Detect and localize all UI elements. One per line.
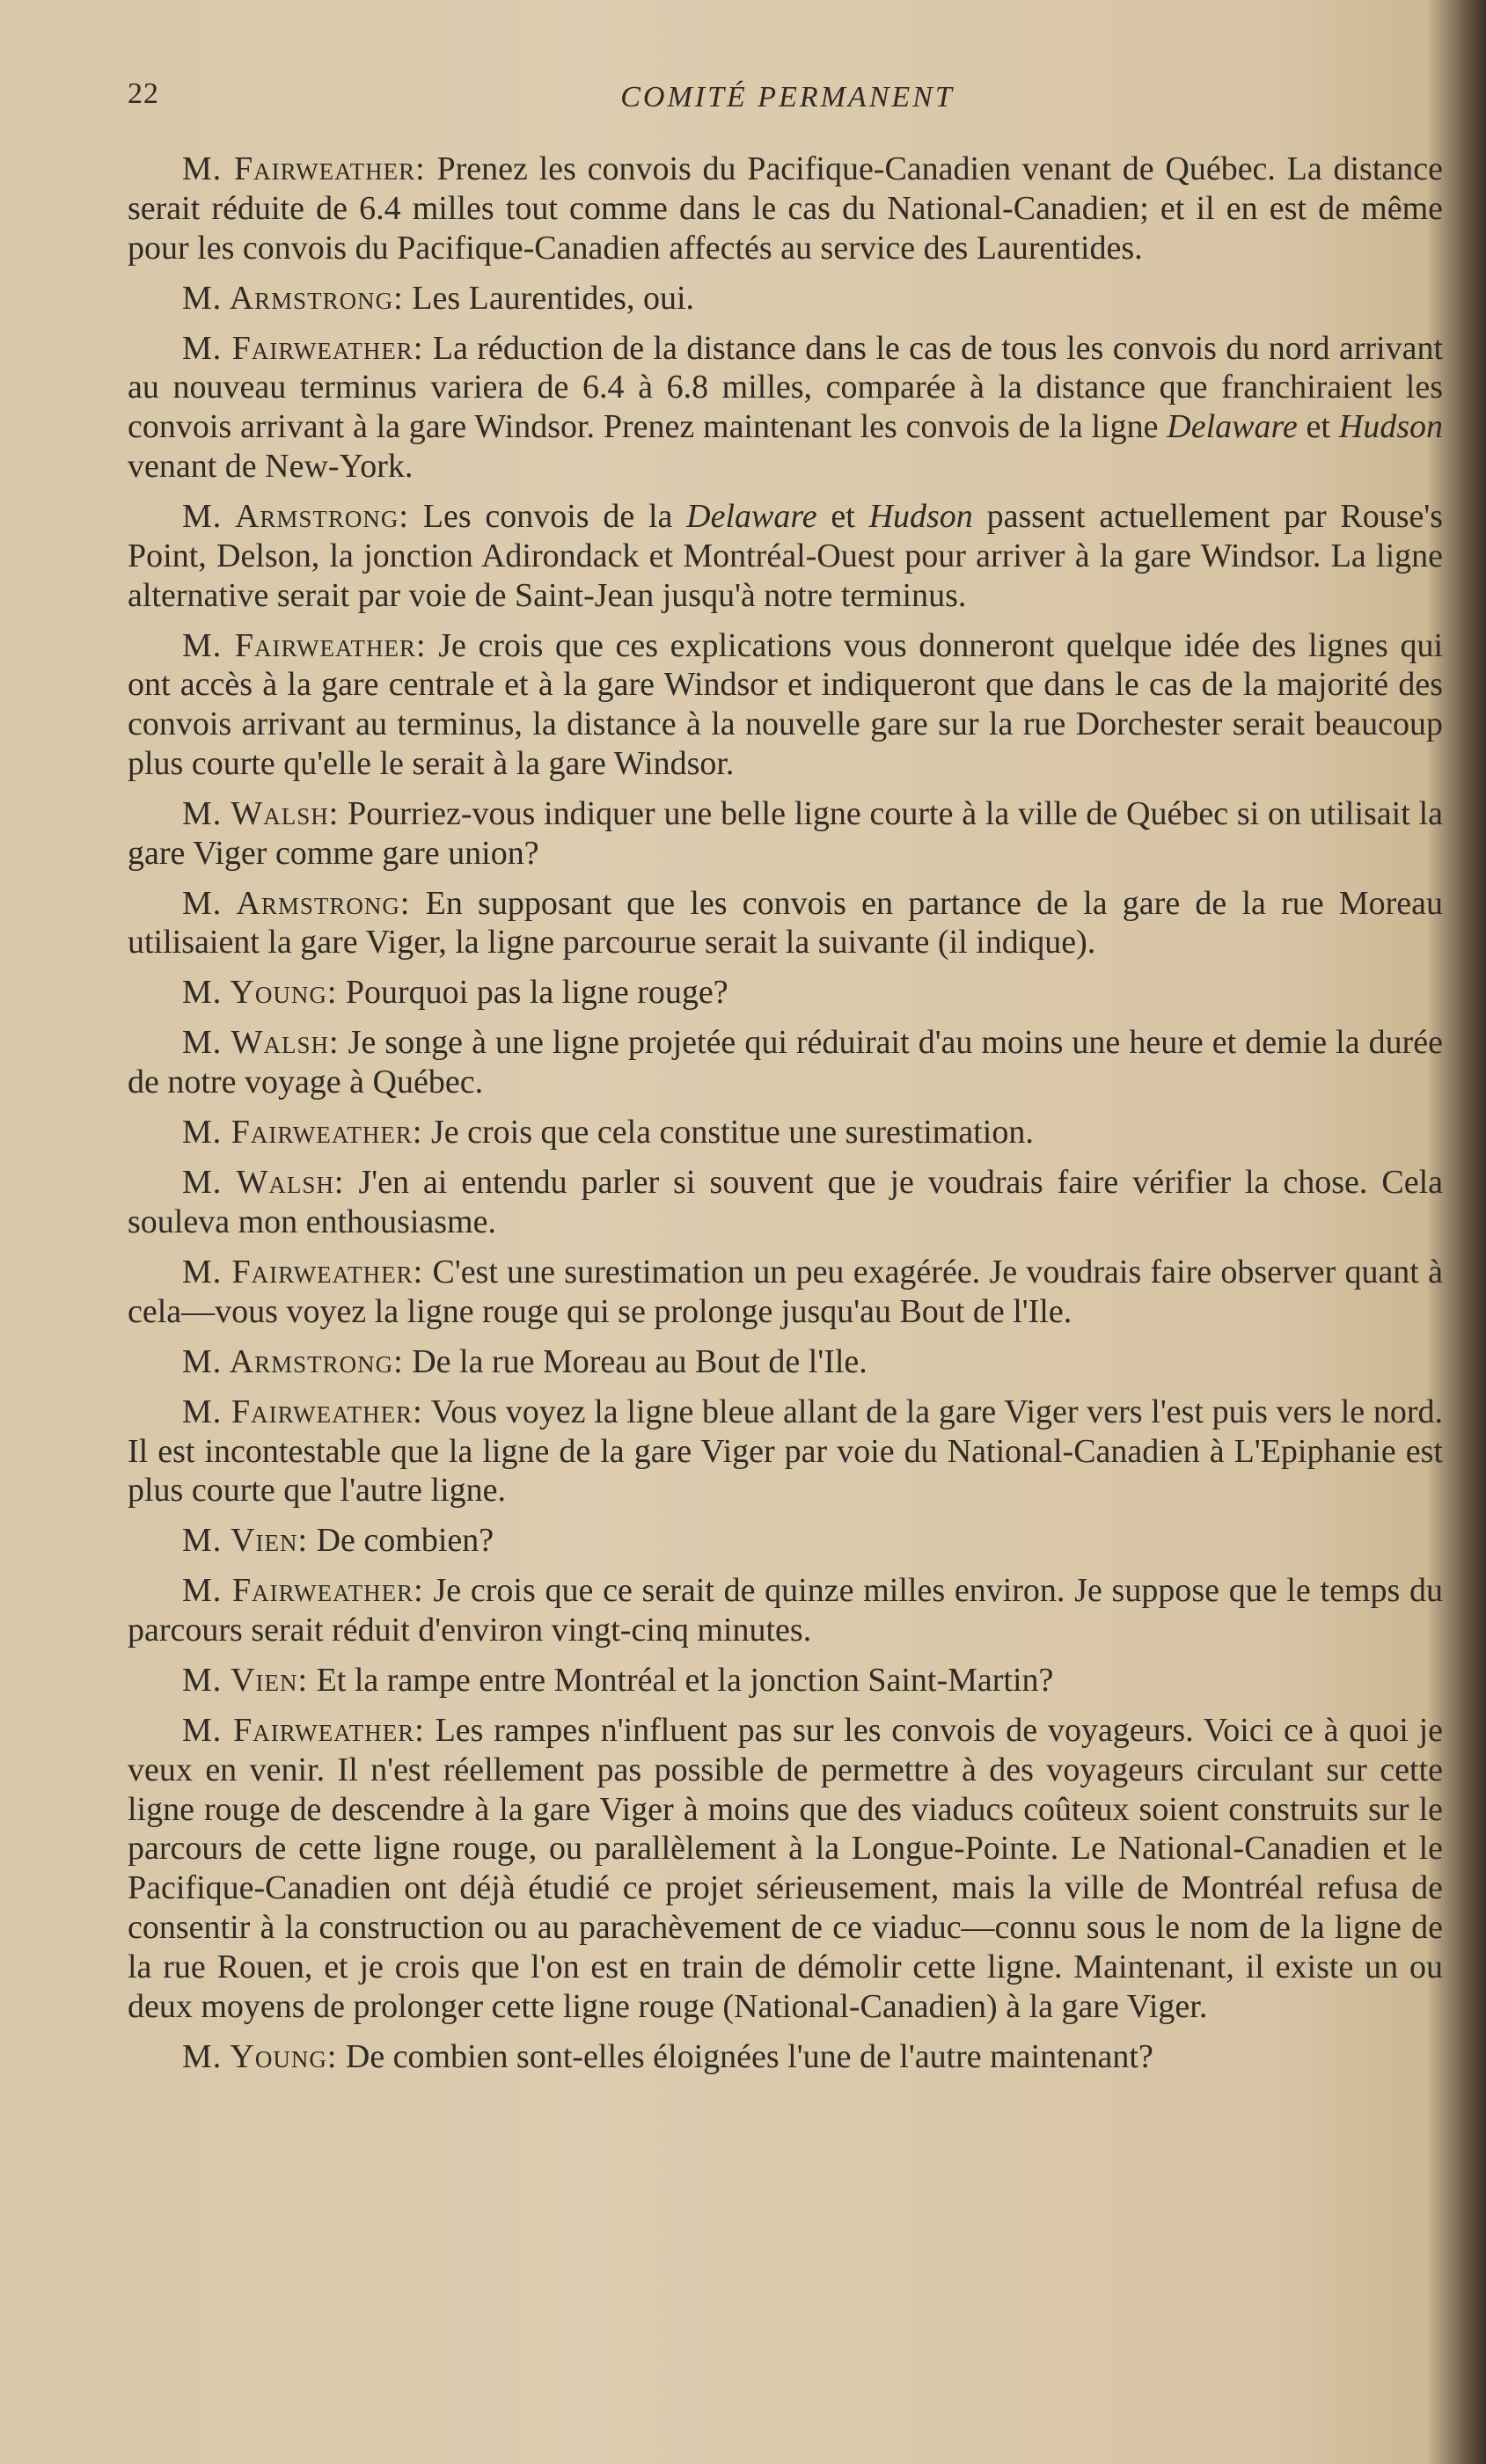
speaker-name: M. Vien: — [182, 1522, 309, 1560]
speech-paragraph — [128, 1113, 1443, 1152]
speech-text: De la rue Moreau au Bout de l'Ile. — [412, 1342, 867, 1380]
speech-paragraph — [128, 1163, 1443, 1242]
speaker-name: M. Fairweather: — [182, 626, 427, 664]
speech-text: Je crois que cela constitue une surestimation. — [430, 1114, 1034, 1152]
speaker-name: M. Fairweather: — [182, 329, 424, 367]
speech-paragraph — [128, 1521, 1443, 1561]
speech-paragraph — [128, 1023, 1443, 1102]
speaker-name: M. Fairweather: — [182, 1393, 423, 1430]
speech-text: et — [1297, 408, 1339, 446]
italic-text: Delaware — [1167, 408, 1298, 446]
speaker-name: M. Fairweather: — [182, 1114, 423, 1152]
speaker-name: M. Armstrong: — [182, 884, 411, 922]
speech-text: et — [816, 497, 869, 535]
speaker-name: M. Fairweather: — [182, 1572, 424, 1610]
speaker-name: M. Young: — [182, 2037, 338, 2075]
italic-text: Hudson — [868, 497, 973, 535]
speech-text: venant de New-York. — [128, 447, 414, 485]
speech-text: De combien? — [316, 1522, 494, 1560]
speech-paragraph — [128, 626, 1443, 784]
speech-text: Pourquoi pas la ligne rouge? — [345, 974, 728, 1012]
speaker-name: M. Walsh: — [182, 794, 340, 832]
speech-paragraph — [128, 1393, 1443, 1510]
speech-text: Et la rampe entre Montréal et la jonction Saint-Martin? — [316, 1662, 1054, 1700]
speech-paragraph — [128, 150, 1443, 267]
italic-text: Hudson — [1338, 408, 1443, 446]
speech-text: Prenez les convois du Pacifique-Canadien venant de Québec. La distance serait réduite de 6.4 milles tout comme dans le cas du National-Canadien; et il en est de même pour les convois du Pacifique-Canadien affectés au service des Laurentides. — [128, 150, 1444, 267]
speaker-name: M. Armstrong: — [182, 1342, 404, 1380]
speaker-name: M. Walsh: — [182, 1164, 345, 1202]
speaker-name: M. Young: — [182, 974, 338, 1012]
speech-paragraph — [128, 2037, 1443, 2077]
speech-text: Je crois que ce serait de quinze milles environ. Je suppose que le temps du parcours serait réduit d'environ vingt-cinq minutes. — [128, 1572, 1444, 1649]
speech-text: Les rampes n'influent pas sur les convois de voyageurs. Voici ce à quoi je veux en venir. Il n'est réellement pas possible de permettre à des voyageurs circulant sur cette ligne rouge de descendre à la gare Viger à moins que des viaducs coûteux soient construits sur le parcours de cette ligne rouge, ou parallèlement à la Longue-Pointe. Le National-Canadien et le Pacifique-Canadien ont déjà étudié ce projet sérieusement, mais la ville de Montréal refusa de consentir à la construction ou au parachèvement de ce viaduc—connu sous le nom de la ligne de la rue Rouen, et je crois que l'on est en train de démolir cette ligne. Maintenant, il existe un ou deux moyens de prolonger cette ligne rouge (National-Canadien) à la gare Viger. — [128, 1712, 1444, 2025]
speech-text: Les Laurentides, oui. — [412, 279, 695, 317]
speech-text: passent actuellement par Rouse's Point, Delson, la jonction Adirondack et Montréal-Ouest pour arriver à la gare Windsor. La ligne alternative serait par voie de Saint-Jean jusqu'à notre terminus. — [128, 497, 1443, 614]
speech-paragraph — [128, 1661, 1443, 1700]
speech-paragraph — [128, 973, 1443, 1013]
speaker-name: M. Walsh: — [182, 1024, 340, 1062]
speech-paragraph — [128, 1342, 1443, 1382]
speaker-name: M. Armstrong: — [182, 497, 409, 535]
speech-paragraph — [128, 279, 1443, 318]
speech-text: J'en ai entendu parler si souvent que je voudrais faire vérifier la chose. Cela souleva mon enthousiasme. — [128, 1164, 1443, 1240]
speaker-name: M. Armstrong: — [182, 279, 404, 317]
speech-text: Les convois de la — [422, 497, 687, 535]
speech-paragraph — [128, 1711, 1443, 2026]
speech-text: Vous voyez la ligne bleue allant de la gare Viger vers l'est puis vers le nord. Il est incontestable que la ligne de la gare Viger par voie du National-Canadien à L'Epiphanie est plus courte que l'autre ligne. — [128, 1393, 1443, 1510]
speech-text: En supposant que les convois en partance de la gare de la rue Moreau utilisaient la gare Viger, la ligne parcourue serait la suivante (il indique). — [128, 884, 1443, 961]
speech-paragraph — [128, 794, 1443, 874]
speaker-name: M. Fairweather: — [182, 150, 426, 187]
page-header — [128, 77, 1447, 130]
speech-text: Je songe à une ligne projetée qui réduirait d'au moins une heure et demie la durée de notre voyage à Québec. — [128, 1024, 1444, 1101]
speech-text: De combien sont-elles éloignées l'une de l'autre maintenant? — [345, 2037, 1153, 2075]
speech-paragraph — [128, 1571, 1443, 1650]
speaker-name: M. Fairweather: — [182, 1712, 425, 1750]
italic-text: Delaware — [686, 497, 817, 535]
speech-paragraph — [128, 497, 1443, 615]
speaker-name: M. Vien: — [182, 1662, 309, 1700]
speech-text: C'est une surestimation un peu exagérée. Je voudrais faire observer quant à cela—vous voyez la ligne rouge qui se prolonge jusqu'au Bout de l'Ile. — [128, 1253, 1443, 1330]
speech-paragraph — [128, 329, 1443, 486]
running-head: COMITÉ PERMANENT — [620, 81, 955, 113]
speech-text: La réduction de la distance dans le cas de tous les convois du nord arrivant au nouveau terminus variera de 6.4 à 6.8 milles, comparée à la distance que franchiraient les convois arrivant à la gare Windsor. Prenez maintenant les convois de la ligne — [128, 329, 1444, 446]
speaker-name: M. Fairweather: — [182, 1253, 424, 1290]
speech-paragraph — [128, 884, 1443, 963]
speech-text: Je crois que ces explications vous donneront quelque idée des lignes qui ont accès à la gare centrale et à la gare Windsor et indiqueront que dans le cas de la majorité des convois arrivant au terminus, la distance à la nouvelle gare sur la rue Dorchester serait beaucoup plus courte qu'elle le serait à la gare Windsor. — [128, 626, 1444, 782]
transcript-body — [128, 150, 1443, 2087]
speech-paragraph — [128, 1253, 1443, 1332]
speech-text: Pourriez-vous indiquer une belle ligne courte à la ville de Québec si on utilisait la gare Viger comme gare union? — [128, 794, 1443, 872]
page-number: 22 — [128, 77, 159, 110]
